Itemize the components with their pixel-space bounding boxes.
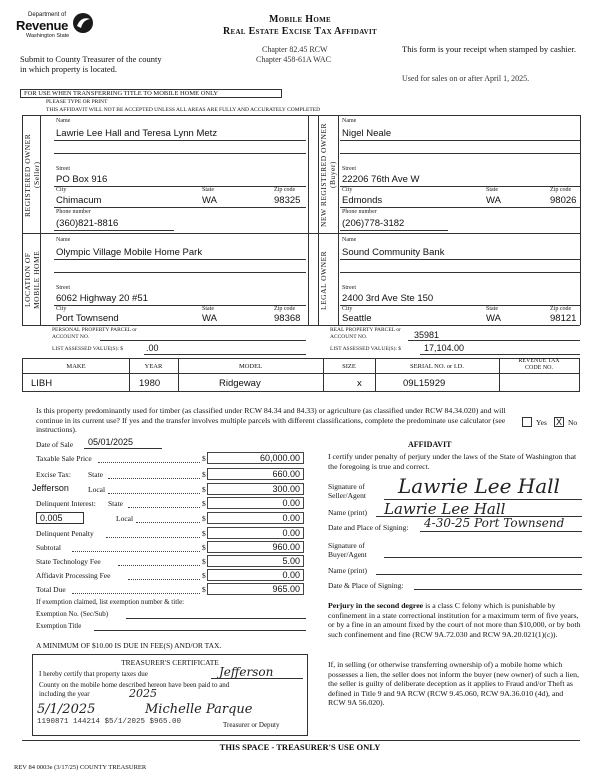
sales-date-note: Used for sales on or after April 1, 2025. (402, 74, 530, 83)
vehicle-make: LIBH (31, 378, 53, 389)
seller-state-label: State (202, 187, 214, 193)
fee-penalty: Delinquent Penalty $ 0.00 (36, 527, 304, 541)
treasurer-stamp: 1190871 144214 $5/1/2025 $965.00 (37, 718, 182, 726)
transfer-note: FOR USE WHEN TRANSFERRING TITLE TO MOBILE HOME ONLY (24, 90, 219, 97)
date-of-sale-label: Date of Sale (36, 440, 74, 449)
legal-name: Sound Community Bank (342, 247, 445, 258)
vehicle-size: x (357, 378, 362, 389)
tech-label: State Technology Fee (36, 557, 101, 566)
minimum-note: A MINIMUM OF $10.00 IS DUE IN FEE(S) AND/OR TAX. (36, 641, 222, 650)
delinquent-state-label: State (108, 499, 123, 508)
legal-side-label: LEGAL OWNER (319, 250, 328, 310)
vehicle-header-model: MODEL (238, 363, 263, 370)
exemption-line1: If exemption claimed, list exemption number & title: (36, 598, 185, 606)
title-line1: Mobile Home (269, 14, 331, 25)
seller-street: PO Box 916 (56, 174, 108, 185)
buyer-sig-label: Signature of Buyer/Agent (328, 541, 367, 559)
fee-delinquent-local: 0.005 Local $ 0.00 (36, 512, 304, 526)
date-of-sale: 05/01/2025 (88, 437, 134, 447)
legal-zip: 98121 (550, 313, 577, 324)
total-label: Total Due (36, 585, 66, 594)
delinquent-interest-label: Delinquent Interest: (36, 499, 96, 508)
fee-affidavit: Affidavit Processing Fee $ 0.00 (36, 569, 304, 583)
location-zip: 98368 (274, 313, 301, 324)
seller-street-label: Street (56, 166, 70, 172)
form-title (190, 14, 410, 37)
fee-delinquent-state: Delinquent Interest: State $ 0.00 (36, 497, 304, 511)
assessed-right-label: LIST ASSESSED VALUE(S): $ (330, 346, 402, 352)
location-state: WA (202, 313, 217, 324)
excise-local-label: Local (88, 485, 106, 494)
location-name-label: Name (56, 237, 71, 243)
buyer-zip: 98026 (550, 195, 577, 206)
delinquent-local-amount: 0.00 (207, 512, 304, 524)
location-city: Port Townsend (56, 313, 119, 324)
vehicle-table (22, 358, 580, 392)
form-number: REV 84 0003e (3/17/25) COUNTY TREASURER (14, 764, 147, 771)
seller-sig-label: Signature of Seller/Agent (328, 482, 366, 500)
seller-name-print: Lawrie Lee Hall (384, 500, 506, 518)
chapter1: Chapter 82.45 RCW (262, 45, 328, 54)
seller-name-print-label: Name (print) (328, 508, 367, 517)
seller-date-place: 4-30-25 Port Townsend (424, 516, 565, 530)
location-side-label: LOCATION OF MOBILE HOME (23, 250, 41, 310)
buyer-state: WA (486, 195, 501, 206)
buyer-side-label: NEW REGISTERED OWNER (Buyer) (319, 122, 337, 228)
fee-excise-state: Excise Tax: State $ 660.00 (36, 468, 304, 482)
location-street-label: Street (56, 285, 70, 291)
legal-state: WA (486, 313, 501, 324)
timber-yes-checkbox[interactable] (522, 417, 532, 427)
seller-signature: Lawrie Lee Hall (398, 474, 560, 498)
affidavit-title: AFFIDAVIT (408, 440, 452, 449)
taxable-label: Taxable Sale Price (36, 454, 92, 463)
exemption-line3: Exemption Title (36, 622, 82, 630)
agency-swirl-icon (72, 12, 94, 34)
buyer-city: Edmonds (342, 195, 383, 206)
county-name: Jefferson (32, 483, 69, 493)
tech-amount: 5.00 (207, 555, 304, 567)
total-amount: 965.00 (207, 583, 304, 595)
timber-yes-label: Yes (536, 418, 547, 427)
seller-phone-label: Phone number (56, 209, 91, 215)
location-section (42, 234, 306, 324)
buyer-city-label: City (342, 187, 353, 193)
vehicle-header-serial: SERIAL NO. or I.D. (410, 363, 464, 370)
fee-excise-local: Jefferson Local $ 300.00 (36, 483, 304, 497)
buyer-name: Nigel Neale (342, 128, 392, 139)
buyer-state-label: State (486, 187, 498, 193)
perjury-block (328, 601, 582, 639)
location-street: 6062 Highway 20 #51 (56, 293, 148, 304)
vehicle-header-make: MAKE (66, 363, 86, 370)
buyer-phone-label: Phone number (342, 209, 377, 215)
penalty-amount: 0.00 (207, 527, 304, 539)
seller-phone: (360)821-8816 (56, 218, 119, 229)
timber-no-checkbox[interactable] (554, 417, 564, 427)
buyer-street: 22206 76th Ave W (342, 174, 420, 185)
buyer-name-label: Name (342, 118, 357, 124)
treasurer-county-hw: Jefferson (219, 665, 274, 679)
real-property-label: REAL PROPERTY PARCEL or ACCOUNT NO. (330, 327, 401, 340)
treasurer-certificate (32, 654, 308, 736)
logo-line3: Washington State (26, 33, 70, 39)
assessed-left-label: LIST ASSESSED VALUE(S): $ (52, 346, 124, 352)
lien-warning: If, in selling (or otherwise transferring ownership of) a mobile home which possesses a lien, the seller does not inform the buyer (new owner) of such a lien, the seller is guilty of deliberate deception as it applies to Fraud and/or Theft as defined in Title 9 and 9A RCW (RCW 9.45.060, RCW 9A.36.010 (4d), and RCW 9A 56.020). (328, 660, 579, 707)
location-name: Olympic Village Mobile Home Park (56, 247, 203, 258)
treasurer-year-hw: 2025 (129, 687, 157, 700)
seller-city-label: City (56, 187, 67, 193)
location-state-label: State (202, 306, 214, 312)
legal-assessed: 17,104.00 (424, 343, 465, 353)
delinquent-state-amount: 0.00 (207, 497, 304, 509)
vehicle-year: 1980 (139, 378, 161, 389)
buyer-name-print-label: Name (print) (328, 566, 367, 575)
fee-subtotal: Subtotal $ 960.00 (36, 541, 304, 555)
seller-zip-label: Zip code (274, 187, 296, 193)
affidavit-fee-label: Affidavit Processing Fee (36, 571, 111, 580)
fee-tech: State Technology Fee $ 5.00 (36, 555, 304, 569)
vehicle-header-size: SIZE (342, 363, 356, 370)
personal-property-label: PERSONAL PROPERTY PARCEL or ACCOUNT NO. (52, 327, 137, 340)
vehicle-header-taxcode: REVENUE TAX CODE NO. (518, 358, 560, 371)
seller-name: Lawrie Lee Hall and Teresa Lynn Metz (56, 128, 218, 139)
treasurer-date-hw: 5/1/2025 (37, 702, 96, 717)
vehicle-model: Ridgeway (219, 378, 261, 389)
location-city-label: City (56, 306, 67, 312)
seller-side-label: REGISTERED OWNER (Seller) (23, 133, 41, 217)
vehicle-header-year: YEAR (144, 363, 163, 370)
agency-logo (16, 12, 96, 46)
legal-zip-label: Zip code (550, 306, 572, 312)
seller-state: WA (202, 195, 217, 206)
seller-section (42, 116, 306, 232)
legal-section (340, 234, 580, 324)
legal-city-label: City (342, 306, 353, 312)
vehicle-serial: 09L15929 (403, 378, 446, 389)
penalty-label: Delinquent Penalty (36, 529, 94, 538)
seller-date-place-label: Date and Place of Signing: (328, 523, 409, 532)
buyer-street-label: Street (342, 166, 356, 172)
print-note: PLEASE TYPE OR PRINT (46, 99, 108, 105)
legal-city: Seattle (342, 313, 372, 324)
affidavit-fee-amount: 0.00 (207, 569, 304, 581)
treasurer-title: TREASURER'S CERTIFICATE (121, 658, 219, 667)
buyer-section (340, 116, 580, 232)
rate-box: 0.005 (36, 512, 84, 524)
legal-street-label: Street (342, 285, 356, 291)
legal-state-label: State (486, 306, 498, 312)
seller-city: Chimacum (56, 195, 102, 206)
location-zip-label: Zip code (274, 306, 296, 312)
excise-label: Excise Tax: (36, 470, 71, 479)
excise-local-amount: 300.00 (207, 483, 304, 495)
subtotal-amount: 960.00 (207, 541, 304, 553)
buyer-phone: (206)778-3182 (342, 218, 405, 229)
legal-parcel: 35981 (414, 330, 440, 340)
legal-street: 2400 3rd Ave Ste 150 (342, 293, 434, 304)
seller-name-label: Name (56, 118, 71, 124)
fee-total: Total Due $ 965.00 (36, 583, 304, 597)
treasurer-line2: County on the mobile home described hereon have been paid to and including the year (39, 681, 230, 698)
timber-no-mark: X (555, 417, 562, 427)
perjury-text: is a class C felony which is punishable by confinement in a state correctional institution for a maximum term of five years, or by a fine in an amount fixed by the court of not more than $10,000, or by both such confinement and fine (RCW 9A.72.030 and RCW 9A.20.021(1)(c)). (328, 601, 581, 639)
taxable-amount: 60,000.00 (207, 452, 304, 464)
timber-question: Is this property predominantly used for timber (as classified under RCW 84.34 and 84.33) or agriculture (as classified under RCW 84.34.020) and will continue in its current use? If yes and the transfer involves multiple parcels with different classifications, complete the predominate use calculator (see instructions). (36, 406, 506, 434)
location-assessed: .00 (146, 343, 159, 353)
excise-state-label: State (88, 470, 103, 479)
title-line2: Real Estate Excise Tax Affidavit (222, 26, 378, 37)
chapter2: Chapter 458-61A WAC (256, 55, 331, 64)
treasurer-deputy-label: Treasurer or Deputy (223, 721, 280, 729)
affidavit-text: I certify under penalty of perjury under the laws of the State of Washington that the foregoing is true and correct. (328, 452, 577, 471)
accept-note: THIS AFFIDAVIT WILL NOT BE ACCEPTED UNLESS ALL AREAS ARE FULLY AND ACCURATELY COMPLETED (46, 107, 321, 113)
treasurer-use-only: THIS SPACE - TREASURER'S USE ONLY (219, 742, 381, 752)
buyer-zip-label: Zip code (550, 187, 572, 193)
delinquent-local-label: Local (116, 514, 134, 523)
excise-state-amount: 660.00 (207, 468, 304, 480)
exemption-line2: Exemption No. (Sec/Sub) (36, 610, 109, 618)
treasurer-line1: I hereby certify that property taxes due (39, 670, 148, 678)
buyer-date-place-label: Date & Place of Signing: (328, 581, 404, 590)
receipt-note: This form is your receipt when stamped by cashier. (402, 44, 576, 54)
fee-taxable: Taxable Sale Price $ 60,000.00 (36, 452, 304, 466)
submit-instructions: Submit to County Treasurer of the county in which property is located. (20, 54, 162, 74)
seller-zip: 98325 (274, 195, 301, 206)
subtotal-label: Subtotal (36, 543, 62, 552)
logo-line2: Revenue (16, 18, 69, 33)
treasurer-deputy-signature: Michelle Parque (145, 702, 253, 717)
legal-name-label: Name (342, 237, 357, 243)
logo-line1: Department of (28, 12, 67, 18)
timber-no-label: No (568, 418, 578, 427)
perjury-bold: Perjury in the second degree (328, 601, 424, 610)
